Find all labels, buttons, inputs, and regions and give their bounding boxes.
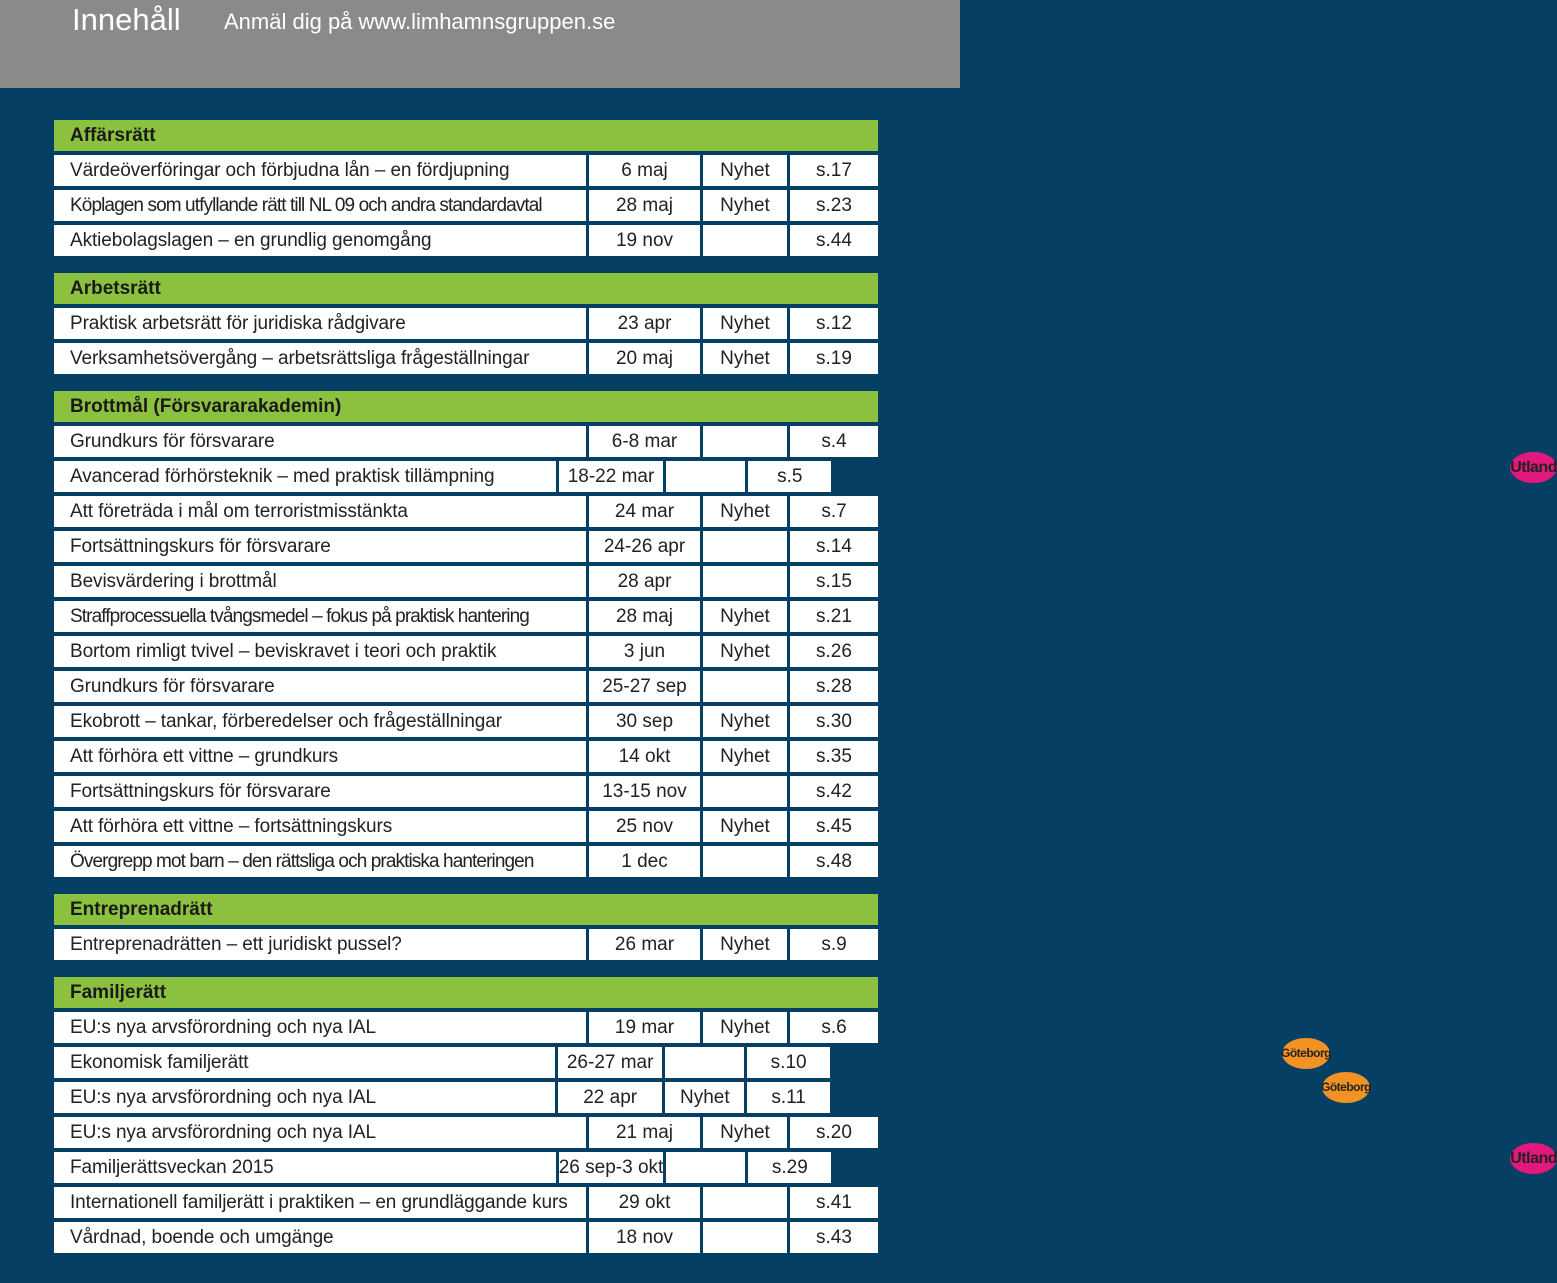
- course-page: s.45: [790, 811, 878, 842]
- course-tag: Nyhet: [703, 929, 787, 960]
- course-date: 6 maj: [589, 155, 700, 186]
- course-title: Entreprenadrätten – ett juridiskt pussel?: [54, 929, 586, 960]
- section-heading: Arbetsrätt: [54, 273, 878, 304]
- course-date: 28 maj: [589, 601, 700, 632]
- course-page: s.14: [790, 531, 878, 562]
- course-title: EU:s nya arvsförordning och nya IAL: [54, 1117, 586, 1148]
- course-date: 24-26 apr: [589, 531, 700, 562]
- course-title: Avancerad förhörsteknik – med praktisk tillämpning: [54, 461, 556, 492]
- course-tag: [666, 461, 745, 492]
- course-tag: Nyhet: [703, 636, 787, 667]
- course-row: [54, 308, 878, 339]
- course-tag: Nyhet: [703, 343, 787, 374]
- course-page: s.20: [790, 1117, 878, 1148]
- section: [54, 273, 878, 374]
- course-row: [54, 1012, 878, 1043]
- course-page: s.44: [790, 225, 878, 256]
- course-tag: [703, 846, 787, 877]
- course-tag: Nyhet: [703, 601, 787, 632]
- course-tag: Nyhet: [703, 1117, 787, 1148]
- course-row: [54, 531, 878, 562]
- section-heading: Familjerätt: [54, 977, 878, 1008]
- course-row: [54, 190, 878, 221]
- course-date: 25-27 sep: [589, 671, 700, 702]
- course-date: 26 mar: [589, 929, 700, 960]
- course-title: Köplagen som utfyllande rätt till NL 09 och andra standardavtal: [54, 190, 586, 221]
- course-date: 26-27 mar: [558, 1047, 662, 1078]
- course-page: s.9: [790, 929, 878, 960]
- course-row: [54, 1046, 1331, 1078]
- course-page: s.10: [747, 1047, 830, 1078]
- course-page: s.6: [790, 1012, 878, 1043]
- course-page: s.30: [790, 706, 878, 737]
- course-page: s.17: [790, 155, 878, 186]
- course-date: 28 apr: [589, 566, 700, 597]
- course-tag: Nyhet: [703, 496, 787, 527]
- course-row: [54, 496, 878, 527]
- course-title: Att förhöra ett vittne – grundkurs: [54, 741, 586, 772]
- course-date: 13-15 nov: [589, 776, 700, 807]
- course-page: s.12: [790, 308, 878, 339]
- course-title: Ekonomisk familjerätt: [54, 1047, 555, 1078]
- course-row: [54, 671, 878, 702]
- course-row: [54, 155, 878, 186]
- course-title: EU:s nya arvsförordning och nya IAL: [54, 1012, 586, 1043]
- course-date: 20 maj: [589, 343, 700, 374]
- header-bar: [0, 0, 960, 88]
- course-date: 22 apr: [558, 1082, 662, 1113]
- course-tag: Nyhet: [703, 190, 787, 221]
- course-page: s.15: [790, 566, 878, 597]
- course-date: 24 mar: [589, 496, 700, 527]
- section-heading: Entreprenadrätt: [54, 894, 878, 925]
- course-title: Fortsättningskurs för försvarare: [54, 776, 586, 807]
- signup-text: Anmäl dig på www.limhamnsgruppen.se: [224, 9, 616, 34]
- course-tag: Nyhet: [703, 155, 787, 186]
- course-tag: [703, 776, 787, 807]
- course-tag: Nyhet: [703, 308, 787, 339]
- course-page: s.4: [790, 426, 878, 457]
- course-row: [54, 1222, 878, 1253]
- course-row: [54, 426, 878, 457]
- section: [54, 894, 878, 960]
- course-title: Bevisvärdering i brottmål: [54, 566, 586, 597]
- section: [54, 391, 1557, 877]
- section-heading: Brottmål (Försvararakademin): [54, 391, 878, 422]
- course-title: Praktisk arbetsrätt för juridiska rådgivare: [54, 308, 586, 339]
- course-date: 26 sep-3 okt: [559, 1152, 664, 1183]
- course-date: 14 okt: [589, 741, 700, 772]
- course-page: s.11: [747, 1082, 830, 1113]
- course-tag: Nyhet: [703, 811, 787, 842]
- course-date: 3 jun: [589, 636, 700, 667]
- course-page: s.41: [790, 1187, 878, 1218]
- course-page: s.35: [790, 741, 878, 772]
- page-title: Innehåll: [72, 2, 181, 37]
- course-tag: Nyhet: [703, 741, 787, 772]
- course-title: Grundkurs för försvarare: [54, 426, 586, 457]
- course-date: 18 nov: [589, 1222, 700, 1253]
- course-title: Fortsättningskurs för försvarare: [54, 531, 586, 562]
- course-row: [54, 343, 878, 374]
- course-tag: [703, 531, 787, 562]
- course-row: [54, 846, 878, 877]
- course-row: [54, 636, 878, 667]
- course-page: s.5: [748, 461, 831, 492]
- course-page: s.19: [790, 343, 878, 374]
- course-title: Aktiebolagslagen – en grundlig genomgång: [54, 225, 586, 256]
- course-page: s.21: [790, 601, 878, 632]
- course-page: s.28: [790, 671, 878, 702]
- course-list: [54, 120, 1557, 1270]
- course-tag: [703, 225, 787, 256]
- course-tag: Nyhet: [665, 1082, 744, 1113]
- section: [54, 977, 1557, 1253]
- course-row: [54, 1187, 878, 1218]
- course-title: Internationell familjerätt i praktiken – en grundläggande kurs: [54, 1187, 586, 1218]
- course-title: Värdeöverföringar och förbjudna lån – en fördjupning: [54, 155, 586, 186]
- course-title: Familjerättsveckan 2015: [54, 1152, 556, 1183]
- goteborg-badge: Göteborg: [1282, 1038, 1330, 1069]
- course-page: s.7: [790, 496, 878, 527]
- course-row: [54, 811, 878, 842]
- course-tag: [666, 1152, 745, 1183]
- course-tag: [703, 1222, 787, 1253]
- course-title: Att förhöra ett vittne – fortsättningskurs: [54, 811, 586, 842]
- course-row: [54, 1150, 1557, 1183]
- course-page: s.29: [748, 1152, 831, 1183]
- utland-badge: Utland: [1510, 452, 1557, 483]
- course-date: 29 okt: [589, 1187, 700, 1218]
- course-page: s.26: [790, 636, 878, 667]
- course-date: 6-8 mar: [589, 426, 700, 457]
- course-row: [54, 706, 878, 737]
- goteborg-badge: Göteborg: [1322, 1072, 1370, 1103]
- course-page: s.48: [790, 846, 878, 877]
- course-tag: [665, 1047, 744, 1078]
- course-row: [54, 1080, 1371, 1113]
- course-row: [54, 566, 878, 597]
- course-row: [54, 601, 878, 632]
- course-date: 25 nov: [589, 811, 700, 842]
- course-title: EU:s nya arvsförordning och nya IAL: [54, 1082, 555, 1113]
- course-title: Verksamhetsövergång – arbetsrättsliga frågeställningar: [54, 343, 586, 374]
- course-tag: Nyhet: [703, 706, 787, 737]
- course-row: [54, 929, 878, 960]
- course-row: [54, 776, 878, 807]
- course-tag: [703, 426, 787, 457]
- utland-badge: Utland: [1510, 1143, 1557, 1174]
- course-page: s.42: [790, 776, 878, 807]
- course-tag: [703, 566, 787, 597]
- course-page: s.43: [790, 1222, 878, 1253]
- course-title: Bortom rimligt tvivel – beviskravet i teori och praktik: [54, 636, 586, 667]
- course-row: [54, 459, 1557, 492]
- course-date: 19 nov: [589, 225, 700, 256]
- course-date: 28 maj: [589, 190, 700, 221]
- course-row: [54, 741, 878, 772]
- course-date: 30 sep: [589, 706, 700, 737]
- course-title: Vårdnad, boende och umgänge: [54, 1222, 586, 1253]
- course-title: Övergrepp mot barn – den rättsliga och praktiska hanteringen: [54, 846, 586, 877]
- course-date: 21 maj: [589, 1117, 700, 1148]
- course-date: 19 mar: [589, 1012, 700, 1043]
- course-date: 1 dec: [589, 846, 700, 877]
- course-tag: [703, 671, 787, 702]
- course-row: [54, 1117, 878, 1148]
- section-heading: Affärsrätt: [54, 120, 878, 151]
- course-title: Ekobrott – tankar, förberedelser och frågeställningar: [54, 706, 586, 737]
- course-date: 18-22 mar: [559, 461, 664, 492]
- course-title: Straffprocessuella tvångsmedel – fokus på praktisk hantering: [54, 601, 586, 632]
- course-page: s.23: [790, 190, 878, 221]
- course-tag: [703, 1187, 787, 1218]
- course-title: Att företräda i mål om terroristmisstänkta: [54, 496, 586, 527]
- section: [54, 120, 878, 256]
- course-date: 23 apr: [589, 308, 700, 339]
- course-tag: Nyhet: [703, 1012, 787, 1043]
- course-title: Grundkurs för försvarare: [54, 671, 586, 702]
- course-row: [54, 225, 878, 256]
